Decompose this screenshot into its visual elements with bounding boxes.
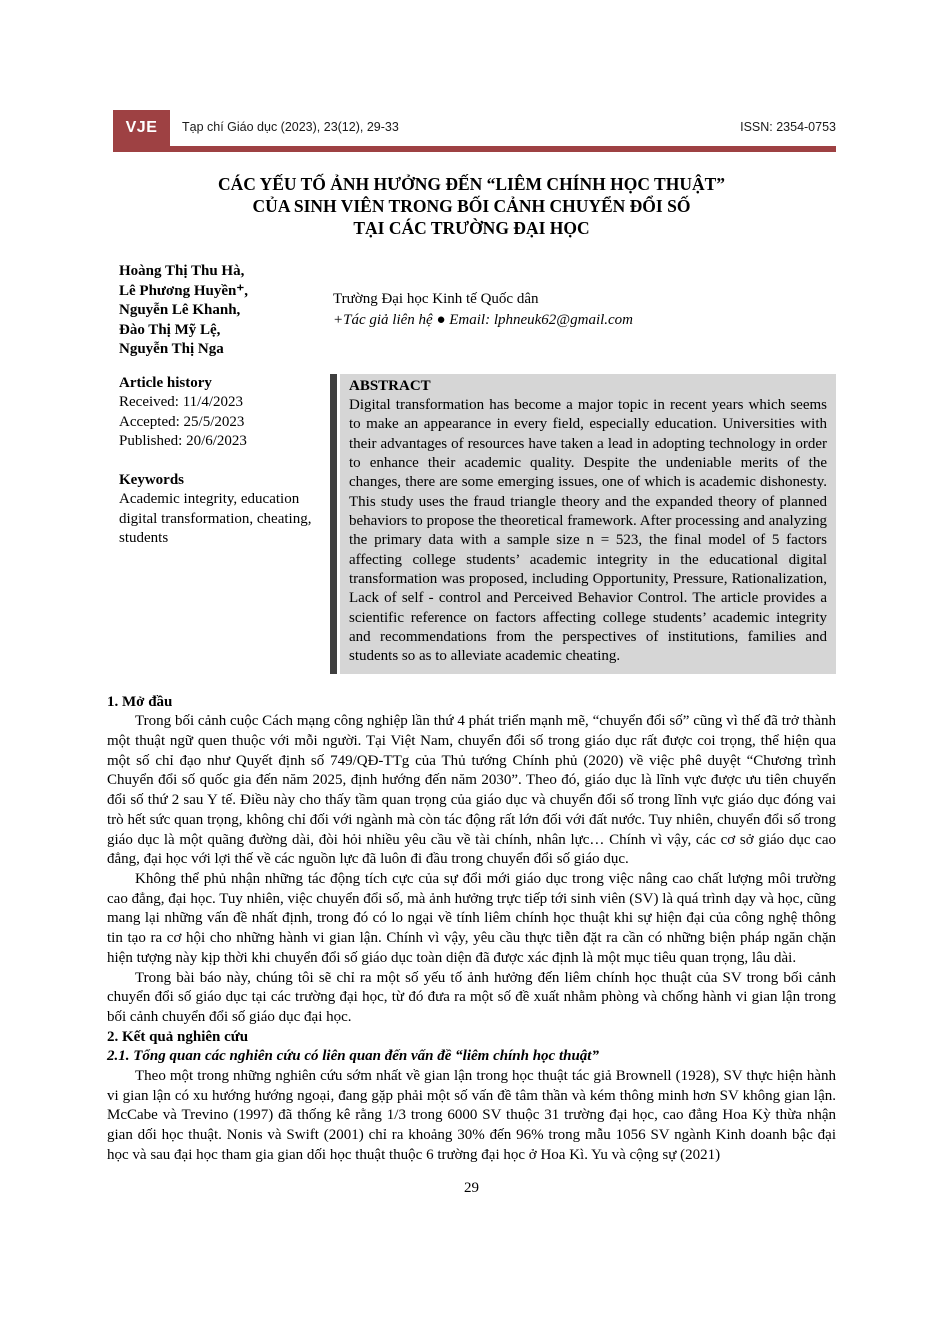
published-date: Published: 20/6/2023 bbox=[119, 433, 247, 449]
journal-issn: ISSN: 2354-0753 bbox=[740, 120, 836, 134]
journal-logo bbox=[113, 110, 170, 146]
section-1-heading: 1. Mở đầu bbox=[107, 693, 173, 710]
body-paragraph-4: Theo một trong những nghiên cứu sớm nhất về gian lận trong học thuật tác giả Brownell (1928), SV thực hiện hành vi gian lận có xu hướng hướng ngoại, đang gặp phải một số vấn đề tâm thần và kém thông minh hơn SV không gian lận. McCabe và Trevino (1997) đã thống kê rằng 1/3 trong 6000 SV thuộc 31 trường đại học, cao đẳng Hoa Kỳ thừa nhận gian dối học thuật. Nonis và Swift (2001) chỉ ra khoảng 30% đến 96% trong mẫu 1056 SV ngành Kinh doanh bậc đại học và sau đại học tham gia gian dối học thuật thuộc 6 trường đại học ở Hoa Kì. Yu và cộng sự (2021) bbox=[107, 1068, 836, 1163]
journal-citation: Tạp chí Giáo dục (2023), 23(12), 29-33 bbox=[182, 120, 399, 134]
meta-spacer bbox=[119, 452, 323, 471]
author-names bbox=[107, 262, 333, 360]
article-meta-column bbox=[107, 374, 323, 674]
journal-logo-text: VJE bbox=[125, 119, 158, 136]
keywords-text: Academic integrity, education digital transformation, cheating, students bbox=[119, 491, 312, 546]
article-title-line1: CÁC YẾU TỐ ẢNH HƯỞNG ĐẾN “LIÊM CHÍNH HỌC THUẬT” bbox=[217, 174, 726, 194]
affiliation-block bbox=[333, 262, 633, 360]
abstract-text: Digital transformation has become a major topic in recent years which seems to make an appearance in every field, especially education. Universities with their advantages of resources have taken a lead in adopting technology in order to enhance their academic quality. Despite the undeniable merits of the changes, there are some emerging issues, one of which is academic dishonesty. This study uses the fraud triangle theory and the expanded theory of planned behaviors to propose the theoretical framework. After processing and analyzing the primary data with a sample size n = 523, the final model of 5 factors affecting college students’ academic integrity in the educational digital transformation was proposed, including Opportunity, Pressure, Rationalization, Lack of self - control and Perceived Behavior Control. The article provides a scientific reference on factors affecting college students’ academic integrity and recommendations from the perspectives of institutions, families and students so as to alleviate academic cheating. bbox=[349, 396, 827, 665]
article-title bbox=[107, 173, 836, 239]
header-rule bbox=[113, 146, 836, 152]
body-paragraph-3: Trong bài báo này, chúng tôi sẽ chỉ ra một số yếu tố ảnh hưởng đến liêm chính học thuật của SV trong bối cảnh chuyển đổi số giáo dục tại các trường đại học, từ đó đưa ra một số đề xuất nhằm phòng và chống hành vi gian lận trong bối cảnh chuyển đổi số giáo dục đại học. bbox=[107, 969, 836, 1025]
author-name: Đào Thị Mỹ Lệ, bbox=[119, 321, 221, 338]
section-2-heading: 2. Kết quả nghiên cứu bbox=[107, 1028, 249, 1045]
abstract-label: ABSTRACT bbox=[349, 377, 431, 394]
author-name: Nguyễn Thị Nga bbox=[119, 341, 224, 357]
keywords-label: Keywords bbox=[119, 471, 184, 488]
body-paragraph-2: Không thể phủ nhận những tác động tích cực của sự đổi mới giáo dục trong việc nâng cao chất lượng môi trường cao đẳng, đại học. Tuy nhiên, việc chuyển đổi số, mà ảnh hưởng trực tiếp tới sinh viên (SV) là quá trình dạy và học, cũng mang lại những vấn đề nhất định, trong đó có lo ngại về tính liêm chính học thuật khi sự hiện đại của công nghệ thông tin tạo ra cơ hội cho những hành vi gian lận. Chính vì vậy, yêu cầu thực tiễn đặt ra cần có những biện pháp ngăn chặn hiện tượng này kịp thời khi chuyển đổi số giáo dục toàn diện đã được xác định là một mục tiêu quan trọng, lâu dài. bbox=[107, 870, 836, 966]
affiliation: Trường Đại học Kinh tế Quốc dân bbox=[333, 291, 539, 307]
author-name: Hoàng Thị Thu Hà, bbox=[119, 263, 245, 279]
abstract-box bbox=[340, 374, 836, 674]
author-name: Nguyễn Lê Khanh, bbox=[119, 302, 241, 318]
author-name: Lê Phương Huyền⁺, bbox=[119, 282, 248, 299]
meta-abstract-row bbox=[107, 374, 836, 674]
article-title-line3: TẠI CÁC TRƯỜNG ĐẠI HỌC bbox=[353, 218, 590, 238]
article-page bbox=[107, 110, 836, 1197]
article-title-line2: CỦA SINH VIÊN TRONG BỐI CẢNH CHUYỂN ĐỔI SỐ bbox=[252, 196, 691, 216]
abstract-left-bar bbox=[330, 374, 337, 674]
page-footer bbox=[107, 1180, 836, 1197]
article-history-label: Article history bbox=[119, 374, 212, 391]
page-number: 29 bbox=[464, 1179, 479, 1196]
accepted-date: Accepted: 25/5/2023 bbox=[119, 413, 245, 430]
article-body bbox=[107, 693, 836, 1166]
received-date: Received: 11/4/2023 bbox=[119, 394, 243, 410]
authors-row bbox=[107, 262, 836, 360]
journal-header bbox=[107, 110, 836, 152]
corresponding-author-contact: +Tác giả liên hệ ● Email: lphneuk62@gmail.com bbox=[333, 312, 634, 328]
section-2-1-heading: 2.1. Tổng quan các nghiên cứu có liên quan đến vấn đề “liêm chính học thuật” bbox=[107, 1048, 599, 1065]
body-paragraph-1: Trong bối cảnh cuộc Cách mạng công nghiệp lần thứ 4 phát triển mạnh mẽ, “chuyển đổi số” cũng vì thế đã trở thành một thuật ngữ quen thuộc với mỗi người. Tại Việt Nam, chuyển đổi số trong giáo dục rất được coi trọng, thể hiện qua một số chỉ đạo như Quyết định số 749/QĐ-TTg của Thủ tướng Chính phủ (2020) về việc phê duyệt “Chương trình Chuyển đổi số quốc gia đến năm 2025, định hướng đến năm 2030”. Theo đó, giáo dục là lĩnh vực được ưu tiên chuyển đổi số thứ 2 sau Y tế. Điều này cho thấy tầm quan trọng của giáo dục và chuyển đổi số trong lĩnh vực giáo dục đóng vai trò hết sức quan trọng, không chỉ đối với ngành mà còn tác động rất lớn đối với đất nước. Tuy nhiên, chuyển đổi số trong giáo dục là một quãng đường dài, đòi hỏi nhiều yêu cầu về tài chính, nhân lực… Chính vì vậy, các cơ sở giáo dục cao đẳng, đại học với lợi thế về các nguồn lực đã luôn đi đầu trong chuyển đổi số giáo dục. bbox=[107, 713, 836, 868]
